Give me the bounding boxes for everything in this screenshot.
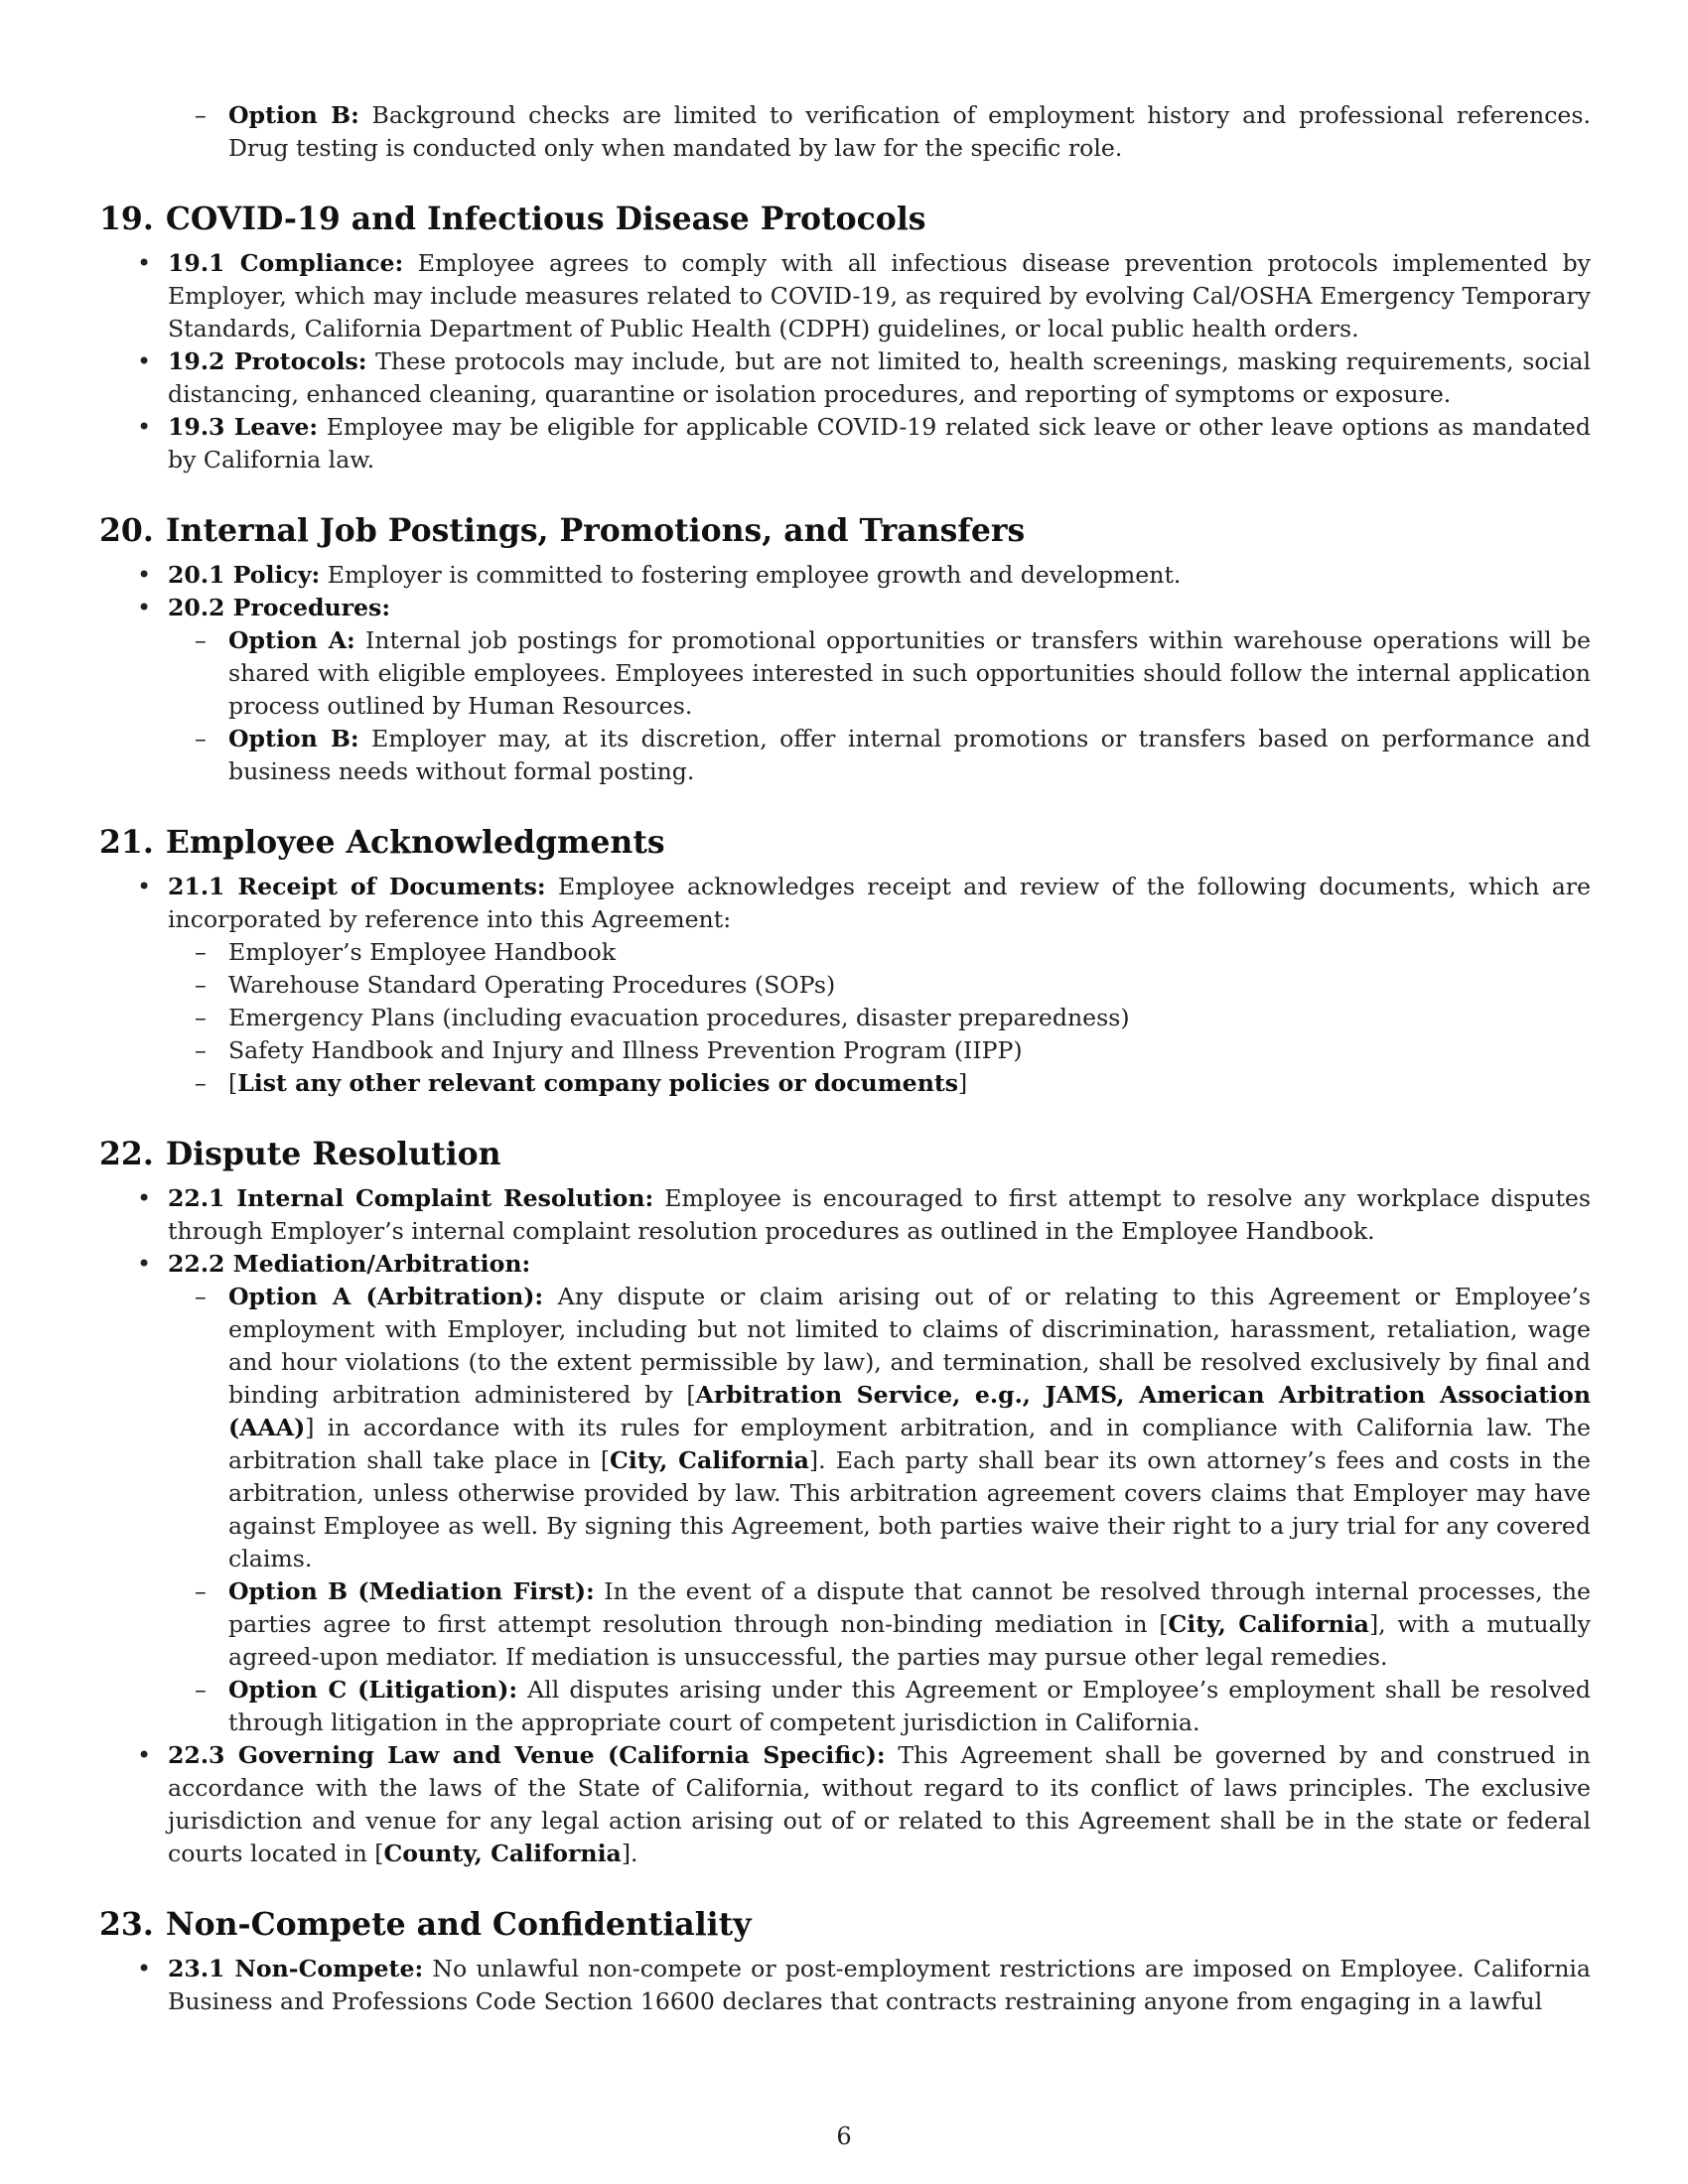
section-22 [99, 1135, 1591, 1870]
list-item [168, 1674, 1591, 1739]
document-name: Warehouse Standard Operating Procedures (SOPs) [228, 971, 836, 999]
section-21 [99, 823, 1591, 1100]
option-text: Background checks are limited to verification of employment history and professional references. Drug testing is conducted only when mandated by law for the specific role. [228, 101, 1591, 162]
options-list [168, 624, 1591, 788]
clause-text: ]. [621, 1840, 638, 1867]
clause-label: 23.1 Non-Compete: [168, 1955, 424, 1982]
documents-list [168, 936, 1591, 1100]
option-text: ]. Each party shall bear its own attorney’s fees and costs in the arbitration, unless otherwise provided by law. This arbitration agreement covers claims that Employer may have against Employee as well. By signing this Agreement, both parties waive their right to a jury trial for any covered claims. [228, 1446, 1592, 1572]
list-item [99, 345, 1591, 411]
clause-list [99, 1182, 1591, 1870]
option-text: All disputes arising under this Agreement or Employee’s employment shall be resolved through litigation in the appropriate court of competent jurisdiction in California. [228, 1676, 1591, 1736]
option-label: Option C (Litigation): [228, 1676, 518, 1704]
option-text: ], with a mutually agreed-upon mediator. If mediation is unsuccessful, the parties may pursue other legal remedies. [228, 1610, 1592, 1671]
section-19 [99, 200, 1591, 477]
clause-label: 19.3 Leave: [168, 413, 319, 441]
list-item [99, 247, 1591, 345]
option-label: Option B (Mediation First): [228, 1577, 595, 1605]
document-name: Safety Handbook and Injury and Illness Prevention Program (IIPP) [228, 1036, 1023, 1064]
section-number: 23. [99, 1906, 154, 1943]
option-text: Internal job postings for promotional opportunities or transfers within warehouse operations will be shared with eligible employees. Employees interested in such opportunities should follow the internal application process outlined by Human Resources. [228, 626, 1591, 720]
clause-label: 21.1 Receipt of Documents: [168, 873, 546, 900]
clause-label: 20.2 Procedures: [168, 594, 391, 621]
option-text: In the event of a dispute that cannot be resolved through internal processes, the parties agree to first attempt resolution through non-binding mediation in [ [228, 1577, 1592, 1638]
list-item [168, 936, 1591, 969]
page-number: 6 [836, 2122, 852, 2150]
section-title: Dispute Resolution [165, 1136, 501, 1172]
list-item [99, 1248, 1591, 1739]
option-label: Option B: [228, 725, 359, 752]
clause-text: These protocols may include, but are not limited to, health screenings, masking requirements, social distancing, enhanced cleaning, quarantine or isolation procedures, and reporting of symptoms or exposure. [168, 347, 1591, 408]
list-item [168, 969, 1591, 1002]
section-23 [99, 1905, 1591, 2018]
section-20 [99, 511, 1591, 788]
clause-label: 19.1 Compliance: [168, 249, 404, 277]
page-content [99, 99, 1591, 2018]
list-item [168, 1034, 1591, 1067]
option-label: Option A: [228, 626, 355, 654]
clause-label: 22.3 Governing Law and Venue (California Specific): [168, 1741, 886, 1769]
clause-list [99, 559, 1591, 788]
bracket-open: [ [228, 1069, 238, 1097]
list-item [168, 1281, 1591, 1575]
placeholder-text: County, California [383, 1840, 622, 1867]
section-heading [99, 823, 1591, 863]
clause-label: 19.2 Protocols: [168, 347, 367, 375]
document-name: Employer’s Employee Handbook [228, 938, 617, 966]
section-number: 22. [99, 1136, 154, 1172]
clause-list [99, 247, 1591, 477]
clause-text: Employee agrees to comply with all infectious disease prevention protocols implemented by Employer, which may include measures related to COVID-19, as required by evolving Cal/OSHA Emergency Temporary Standards, California Department of Public Health (CDPH) guidelines, or local public health orders. [168, 249, 1591, 342]
section-title: Employee Acknowledgments [165, 824, 665, 861]
placeholder-text: List any other relevant company policies or documents [237, 1069, 959, 1097]
clause-text: Employee may be eligible for applicable COVID-19 related sick leave or other leave options as mandated by California law. [168, 413, 1591, 474]
options-list [168, 1281, 1591, 1739]
placeholder-text: City, California [1168, 1610, 1369, 1638]
clause-text: Employee is encouraged to first attempt to resolve any workplace disputes through Employer’s internal complaint resolution procedures as outlined in the Employee Handbook. [168, 1184, 1592, 1245]
option-text: Employer may, at its discretion, offer internal promotions or transfers based on performance and business needs without formal posting. [228, 725, 1591, 785]
clause-text: This Agreement shall be governed by and construed in accordance with the laws of the State of California, without regard to its conflict of laws principles. The exclusive jurisdiction and venue for any legal action arising out of or related to this Agreement shall be in the state or federal courts located in [ [168, 1741, 1592, 1867]
clause-list [99, 1953, 1591, 2018]
continued-options-list [99, 99, 1591, 165]
option-label: Option B: [228, 101, 359, 129]
list-item [99, 592, 1591, 788]
clause-text: Employer is committed to fostering employee growth and development. [320, 561, 1182, 589]
list-item [168, 1575, 1591, 1674]
list-item [168, 723, 1591, 788]
section-heading [99, 511, 1591, 551]
list-item [168, 1002, 1591, 1034]
section-title: Non-Compete and Confidentiality [165, 1906, 752, 1943]
list-item [99, 1953, 1591, 2018]
section-number: 21. [99, 824, 154, 861]
section-title: COVID-19 and Infectious Disease Protocols [165, 201, 926, 237]
option-label: Option A (Arbitration): [228, 1283, 544, 1310]
section-number: 19. [99, 201, 154, 237]
clause-label: 20.1 Policy: [168, 561, 321, 589]
list-item [99, 1739, 1591, 1870]
document-name: Emergency Plans (including evacuation procedures, disaster preparedness) [228, 1004, 1130, 1031]
clause-text: Employee acknowledges receipt and review of the following documents, which are incorporated by reference into this Agreement: [168, 873, 1592, 933]
clause-text: No unlawful non-compete or post-employment restrictions are imposed on Employee. California Business and Professions Code Section 16600 declares that contracts restraining anyone from engaging in a lawful [168, 1955, 1591, 2015]
section-number: 20. [99, 512, 154, 549]
section-heading [99, 200, 1591, 239]
list-item [168, 624, 1591, 723]
clause-label: 22.2 Mediation/Arbitration: [168, 1250, 531, 1278]
list-item [168, 1067, 1591, 1100]
clause-list [99, 871, 1591, 1100]
option-text: ] in accordance with its rules for employment arbitration, and in compliance with California law. The arbitration shall take place in [ [228, 1414, 1591, 1474]
list-item [99, 411, 1591, 477]
section-heading [99, 1135, 1591, 1174]
list-item [99, 559, 1591, 592]
section-heading [99, 1905, 1591, 1945]
clause-label: 22.1 Internal Complaint Resolution: [168, 1184, 654, 1212]
placeholder-text: City, California [610, 1446, 809, 1474]
option-text: Any dispute or claim arising out of or relating to this Agreement or Employee’s employment with Employer, including but not limited to claims of discrimination, harassment, retaliation, wage and hour violations (to the extent permissible by law), and termination, shall be resolved exclusively by final and binding arbitration administered by [ [228, 1283, 1592, 1409]
list-item [99, 1182, 1591, 1248]
section-title: Internal Job Postings, Promotions, and Transfers [165, 512, 1026, 549]
list-item [99, 99, 1591, 165]
list-item [99, 871, 1591, 1100]
bracket-close: ] [958, 1069, 968, 1097]
placeholder-text: Arbitration Service, e.g., JAMS, American Arbitration Association (AAA) [228, 1381, 1592, 1441]
